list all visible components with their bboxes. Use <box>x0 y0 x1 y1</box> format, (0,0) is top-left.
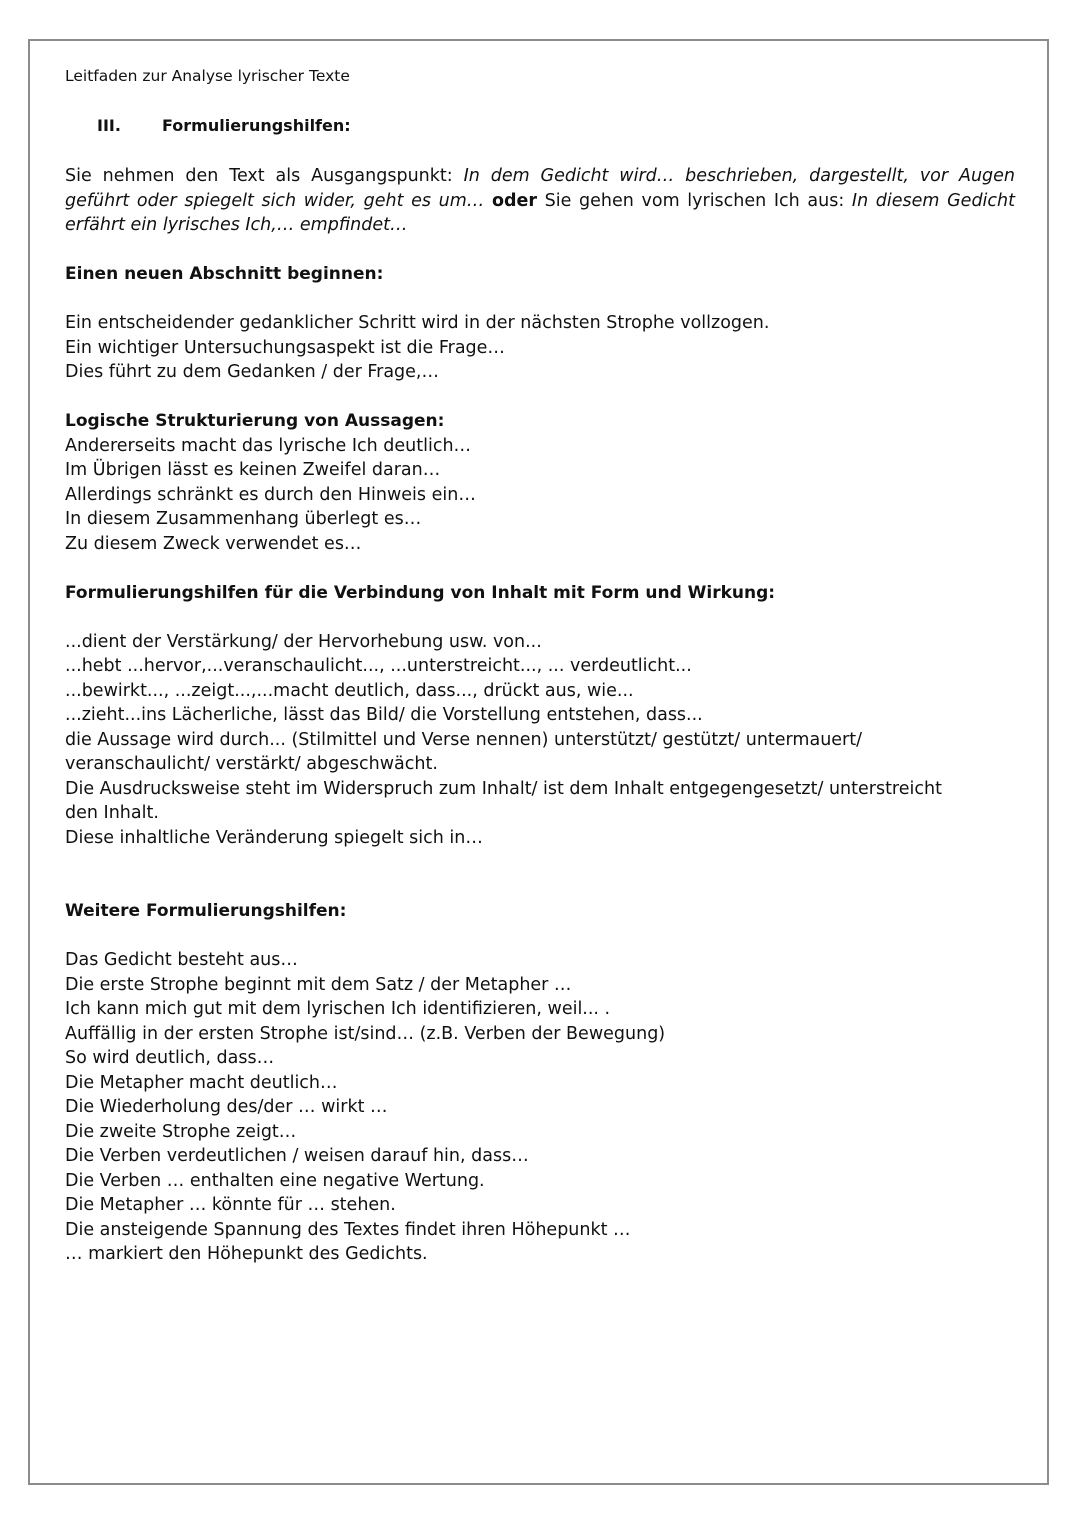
list-item: Im Übrigen lässt es keinen Zweifel daran… <box>65 460 441 480</box>
intro-paragraph <box>65 164 1015 238</box>
list-item: Die Wiederholung des/der … wirkt … <box>65 1097 388 1117</box>
list-item: Die erste Strophe beginnt mit dem Satz / der Metapher … <box>65 974 572 995</box>
list-item: Die zweite Strophe zeigt… <box>65 1121 297 1142</box>
list-item: Die Ausdrucksweise steht im Widerspruch zum Inhalt/ ist dem Inhalt entgegengesetzt/ unterstreicht <box>65 778 942 799</box>
intro-italic-1: In dem Gedicht wird… beschrieben, dargestellt, vor Augen geführt oder spiegelt sich wider, geht es um… <box>65 166 1016 211</box>
list-item: Diese inhaltliche Veränderung spiegelt sich in… <box>65 827 483 848</box>
list-item: Andererseits macht das lyrische Ich deutlich… <box>65 435 472 456</box>
heading-new-section: Einen neuen Abschnitt beginnen: <box>65 264 384 284</box>
list-item: Die Metapher … könnte für … stehen. <box>65 1195 396 1215</box>
list-item: ...bewirkt..., ...zeigt...,...macht deutlich, dass..., drückt aus, wie... <box>65 680 634 701</box>
heading-further-phrases: Weitere Formulierungshilfen: <box>65 901 347 921</box>
list-item: Die Metapher macht deutlich… <box>65 1072 338 1093</box>
list-item: Dies führt zu dem Gedanken / der Frage,… <box>65 362 439 382</box>
list-item: Ein entscheidender gedanklicher Schritt wird in der nächsten Strophe vollzogen. <box>65 313 770 333</box>
list-item: In diesem Zusammenhang überlegt es… <box>65 509 422 529</box>
list-item: Auffällig in der ersten Strophe ist/sind… (z.B. Verben der Bewegung) <box>65 1023 666 1044</box>
list-item: Zu diesem Zweck verwendet es… <box>65 533 362 554</box>
document-content <box>65 64 1015 1267</box>
list-item: So wird deutlich, dass… <box>65 1048 275 1068</box>
list-item: ...zieht...ins Lächerliche, lässt das Bild/ die Vorstellung entstehen, dass... <box>65 705 703 725</box>
page-header: Leitfaden zur Analyse lyrischer Texte <box>65 67 350 85</box>
list-item: Das Gedicht besteht aus… <box>65 950 298 970</box>
heading-content-form-effect: Formulierungshilfen für die Verbindung von Inhalt mit Form und Wirkung: <box>65 582 776 603</box>
list-item: ...dient der Verstärkung/ der Hervorhebung usw. von... <box>65 631 542 652</box>
list-item: den Inhalt. <box>65 803 159 823</box>
list-item: Die Verben … enthalten eine negative Wertung. <box>65 1170 485 1191</box>
heading-logical-structure: Logische Strukturierung von Aussagen: <box>65 411 445 431</box>
section-title <box>97 114 1015 138</box>
list-item: die Aussage wird durch... (Stilmittel und Verse nennen) unterstützt/ gestützt/ untermauert/ <box>65 729 863 750</box>
list-item: veranschaulicht/ verstärkt/ abgeschwächt. <box>65 754 438 774</box>
intro-text-1: Sie nehmen den Text als Ausgangspunkt: <box>65 166 464 186</box>
section-title-text: Formulierungshilfen: <box>162 116 351 135</box>
list-item: Die Verben verdeutlichen / weisen darauf hin, dass… <box>65 1146 529 1166</box>
list-item: Allerdings schränkt es durch den Hinweis ein… <box>65 484 476 505</box>
list-item: … markiert den Höhepunkt des Gedichts. <box>65 1244 428 1264</box>
intro-italic-2: In diesem Gedicht erfährt ein lyrisches Ich,… empfindet… <box>65 190 1015 235</box>
intro-text-2: Sie gehen vom lyrischen Ich aus: <box>537 190 852 211</box>
list-item: Ein wichtiger Untersuchungsaspekt ist die Frage… <box>65 337 505 358</box>
list-item: Die ansteigende Spannung des Textes findet ihren Höhepunkt … <box>65 1219 631 1240</box>
list-item: Ich kann mich gut mit dem lyrischen Ich identifizieren, weil... . <box>65 999 611 1019</box>
section-number: III. <box>97 116 121 135</box>
intro-bold-oder: oder <box>491 190 538 211</box>
list-item: ...hebt ...hervor,...veranschaulicht..., ...unterstreicht..., ... verdeutlicht... <box>65 656 692 676</box>
